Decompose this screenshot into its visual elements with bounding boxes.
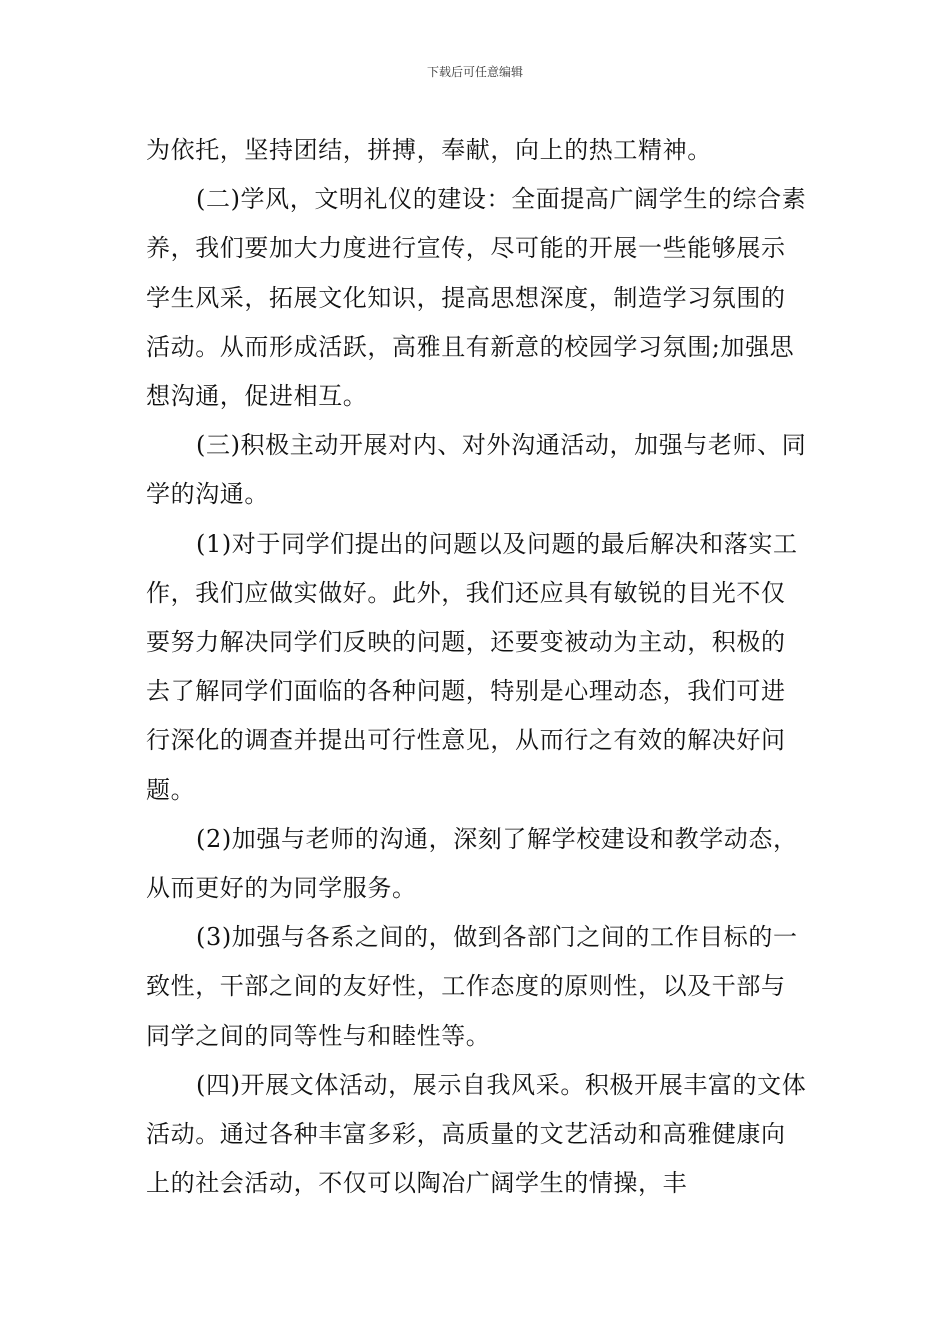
paragraph-section-3: (三)积极主动开展对内、对外沟通活动，加强与老师、同学的沟通。: [146, 431, 807, 509]
paragraph-item-1: (1)对于同学们提出的问题以及问题的最后解决和落实工作，我们应做实做好。此外，我们还应具有敏锐的目光不仅要努力解决同学们反映的问题，还要变被动为主动，积极的去了解同学们面临的各种问题，特别是心理动态，我们可进行深化的调查并提出可行性意见，从而行之有效的解决好问题。: [146, 529, 798, 804]
document-body: [146, 126, 810, 1208]
paragraph-item-3: (3)加强与各系之间的，做到各部门之间的工作目标的一致性，干部之间的友好性，工作态度的原则性，以及干部与同学之间的同等性与和睦性等。: [146, 923, 798, 1050]
paragraph-item-2: (2)加强与老师的沟通，深刻了解学校建设和教学动态，从而更好的为同学服务。: [146, 824, 798, 903]
paragraph-section-4: (四)开展文体活动，展示自我风采。积极开展丰富的文体活动。通过各种丰富多彩，高质量的文艺活动和高雅健康向上的社会活动，不仅可以陶冶广阔学生的情操，丰: [146, 1070, 807, 1198]
page-header: 下载后可任意编辑: [426, 65, 523, 79]
paragraph-continuation: 为依托，坚持团结，拼搏，奉献，向上的热工精神。: [146, 136, 712, 164]
paragraph-section-2: (二)学风，文明礼仪的建设：全面提高广阔学生的综合素养，我们要加大力度进行宣传，尽可能的开展一些能够展示学生风采，拓展文化知识，提高思想深度，制造学习氛围的活动。从而形成活跃，高雅且有新意的校园学习氛围;加强思想沟通，促进相互。: [146, 185, 807, 411]
